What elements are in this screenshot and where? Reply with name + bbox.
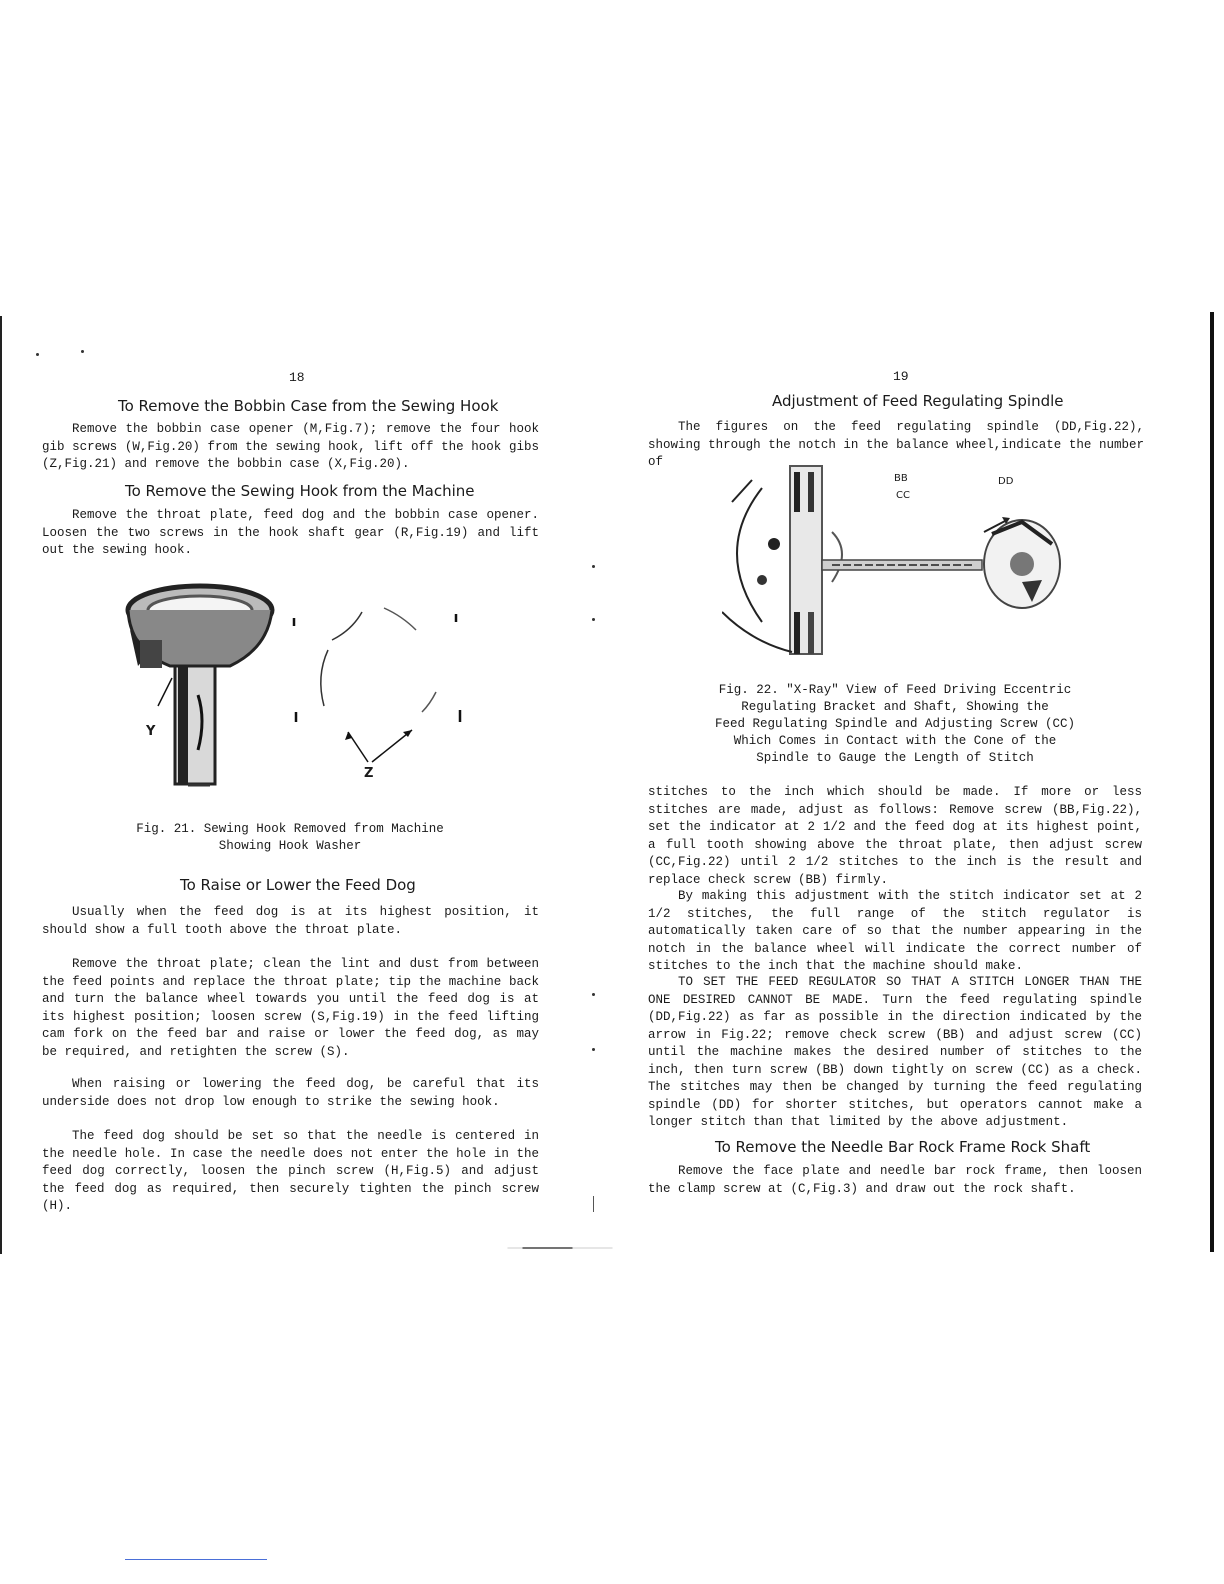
paragraph-feed-dog-3: When raising or lowering the feed dog, be careful that its underside does not drop low enough to strike the sewing hook. bbox=[42, 1077, 539, 1109]
figure-22-caption-line: Regulating Bracket and Shaft, Showing the bbox=[741, 700, 1049, 714]
right-scan-edge bbox=[1210, 312, 1214, 1252]
figure-22-xray-view bbox=[722, 462, 1072, 662]
figure-22-caption-line: Which Comes in Contact with the Cone of the bbox=[733, 734, 1057, 748]
paragraph-spindle-3: By making this adjustment with the stitch indicator set at 2 1/2 stitches, the full range of the stitch regulator is automatically taken care of so that the number appearing in the notch in the balance wheel will indicate the correct number of stitches to the inch that the machine should make. bbox=[648, 889, 1142, 973]
paragraph-spindle-1: The figures on the feed regulating spindle (DD,Fig.22), showing through the notch in the balance wheel,indicate the number of bbox=[648, 420, 1144, 469]
page-number-right: 19 bbox=[893, 369, 909, 384]
sewing-hook-illustration bbox=[110, 580, 490, 800]
scan-speck bbox=[81, 350, 84, 353]
heading-raise-lower-feed-dog: To Raise or Lower the Feed Dog bbox=[180, 876, 416, 894]
heading-remove-bobbin-case: To Remove the Bobbin Case from the Sewing Hook bbox=[118, 397, 499, 415]
figure-22-caption bbox=[700, 682, 1090, 767]
scan-speck bbox=[592, 565, 595, 568]
paragraph-remove-bobbin-case: Remove the bobbin case opener (M,Fig.7); remove the four hook gib screws (W,Fig.20) from the sewing hook, lift off the hook gibs (Z,Fig.21) and remove the bobbin case (X,Fig.20). bbox=[42, 422, 539, 471]
scan-speck bbox=[36, 353, 39, 356]
heading-feed-regulating-spindle: Adjustment of Feed Regulating Spindle bbox=[772, 392, 1064, 410]
figure-21-caption-line: Fig. 21. Sewing Hook Removed from Machine bbox=[136, 822, 444, 836]
figure-21-caption bbox=[100, 821, 480, 855]
paragraph-rock-shaft: Remove the face plate and needle bar rock frame, then loosen the clamp screw at (C,Fig.3) and draw out the rock shaft. bbox=[648, 1164, 1142, 1196]
paragraph-feed-dog-4: The feed dog should be set so that the needle is centered in the needle hole. In case the needle does not enter the hole in the feed dog correctly, loosen the pinch screw (H,Fig.5) and adjust the feed dog as required, then securely tighten the pinch screw (H). bbox=[42, 1129, 539, 1213]
paragraph-remove-sewing-hook: Remove the throat plate, feed dog and the bobbin case opener. Loosen the two screws in the hook shaft gear (R,Fig.19) and lift out the sewing hook. bbox=[42, 508, 539, 557]
paragraph-feed-dog-2: Remove the throat plate; clean the lint and dust from between the feed points and replace the throat plate; tip the machine back and turn the balance wheel towards you until the feed dog is at its highest position; loosen screw (S,Fig.19) in the feed lifting cam fork on the feed bar and raise or lower the feed dog, as may be required, and retighten the screw (S). bbox=[42, 957, 539, 1059]
scan-speck bbox=[592, 993, 595, 996]
heading-remove-sewing-hook: To Remove the Sewing Hook from the Machine bbox=[125, 482, 475, 500]
figure-21-sewing-hook bbox=[110, 580, 490, 800]
figure-22-caption-line: Fig. 22. "X-Ray" View of Feed Driving Eccentric bbox=[718, 683, 1072, 697]
heading-remove-rock-shaft: To Remove the Needle Bar Rock Frame Rock Shaft bbox=[715, 1138, 1091, 1156]
scan-speck bbox=[592, 618, 595, 621]
scan-speck bbox=[592, 1048, 595, 1051]
footer-link-line bbox=[125, 1559, 267, 1560]
paragraph-feed-dog-1: Usually when the feed dog is at its highest position, it should show a full tooth above the throat plate. bbox=[42, 905, 539, 937]
left-scan-edge bbox=[0, 316, 2, 1254]
figure-22-caption-line: Feed Regulating Spindle and Adjusting Screw (CC) bbox=[714, 717, 1076, 731]
bottom-smudge-line bbox=[455, 1247, 665, 1249]
paragraph-spindle-2: stitches to the inch which should be made. If more or less stitches are made, adjust as follows: Remove screw (BB,Fig.22), set the indicator at 2 1/2 and the feed dog at its highest point, a full tooth showing above the throat plate, then adjust screw (CC,Fig.22) until 2 1/2 stitches to the inch is the result and replace check screw (BB) firmly. bbox=[648, 785, 1142, 887]
figure-21-label-y: Y bbox=[146, 724, 156, 739]
figure-22-label-bb: BB bbox=[894, 473, 908, 484]
paragraph-spindle-4: TO SET THE FEED REGULATOR SO THAT A STITCH LONGER THAN THE ONE DESIRED CANNOT BE MADE. Turn the feed regulating spindle (DD,Fig.22) as far as possible in the direction indicated by the arrow in Fig.22; remove check screw (BB) and adjust screw (CC) until the machine makes the desired number of stitches to the inch, then turn screw (BB) down tightly on screw (CC) as a check. The stitches may then be changed by turning the feed regulating spindle (DD) for shorter stitches, but operators cannot make a longer stitch than that limited by the above adjustment. bbox=[648, 975, 1142, 1129]
page-number-left: 18 bbox=[289, 370, 305, 385]
figure-21-caption-line: Showing Hook Washer bbox=[218, 839, 362, 853]
figure-22-caption-line: Spindle to Gauge the Length of Stitch bbox=[756, 751, 1034, 765]
figure-22-label-dd: DD bbox=[998, 476, 1014, 487]
scan-mark bbox=[593, 1196, 594, 1212]
figure-21-label-z: Z bbox=[364, 766, 374, 781]
figure-22-label-cc: CC bbox=[896, 490, 910, 501]
